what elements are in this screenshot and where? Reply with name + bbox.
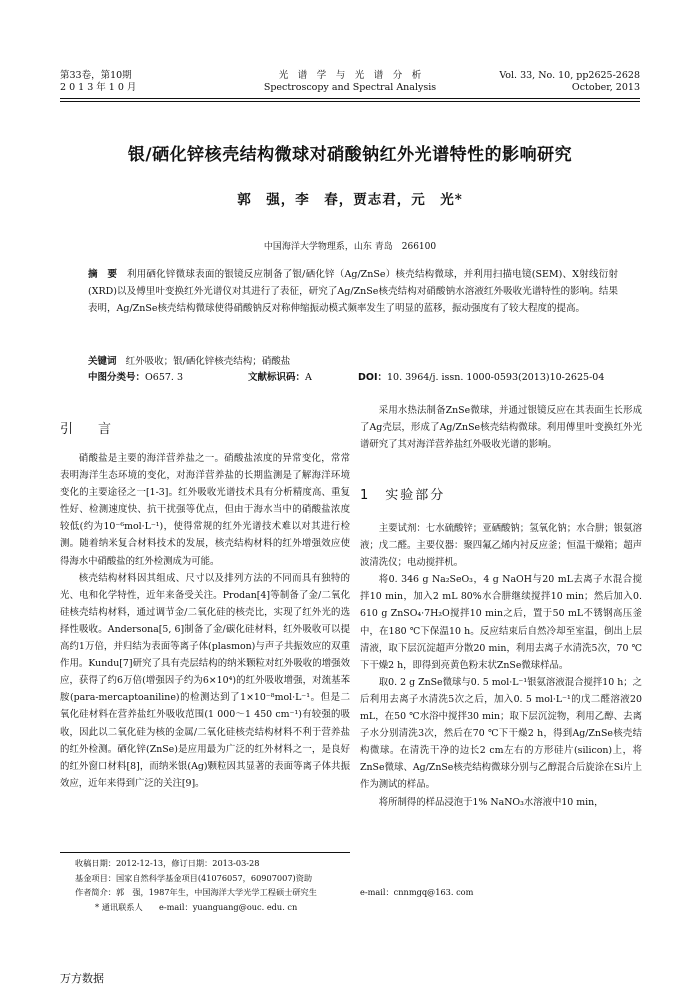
doc-code-value: A (305, 372, 312, 383)
header-rule-thin (60, 101, 640, 102)
footnote-fund: 基金项目：国家自然科学基金项目(41076057，60907007)资助 (75, 872, 313, 883)
abstract-label: 摘 要 (88, 269, 118, 280)
abstract (88, 266, 618, 317)
affiliation: 中国海洋大学物理系，山东 青岛 266100 (263, 242, 437, 252)
header-rule (60, 98, 640, 99)
footnote-bio: 作者简介：郭 强，1987年生，中国海洋大学光学工程硕士研究生 (75, 887, 317, 897)
journal-issue: 第33卷，第10期 2 0 1 3 年 1 0 月 (60, 70, 137, 93)
left-column (60, 450, 350, 792)
journal-volume: Vol. 33, No. 10, pp2625-2628 October, 2013 (499, 70, 640, 93)
footnote-rule (60, 852, 350, 853)
footnote-email: e-mail：cnnmgq@163. com (360, 887, 474, 897)
intro-continued-paragraph: 采用水热法制备ZnSe微球，并通过银镜反应在其表面生长形成了Ag壳层，形成了Ag/ZnSe核壳结构微球。利用傅里叶变换红外光谱研究了其对海洋营养盐红外吸收光谱的影响。 (360, 405, 642, 451)
abstract-text: 利用硒化锌微球表面的银镜反应制备了银/硒化锌（Ag/ZnSe）核壳结构微球，并利用扫描电镜(SEM)、X射线衍射(XRD)以及傅里叶变换红外光谱仪对其进行了表征，研究了Ag/ZnSe核壳结构对硝酸钠水溶液红外吸收光谱特性的影响。结果表明，Ag/ZnSe核壳结构微球使得硝酸钠反对称伸缩振动模式频率发生了明显的蓝移，振动强度有了较大程度的提高。 (88, 269, 618, 314)
footnote-corresponding: * 通讯联系人 e-mail：yuanguang@ouc. edu. cn (95, 901, 298, 912)
section-heading-experimental: 1 实验部分 (360, 488, 446, 503)
footnotes (75, 856, 635, 914)
keywords-block (88, 354, 618, 386)
right-column (360, 520, 642, 811)
authors: 郭 强，李 春，贾志君，元 光* (237, 192, 463, 208)
experimental-paragraph: 将0. 346 g Na₂SeO₃，4 g NaOH与20 mL去离子水混合搅拌10 min，加入2 mL 80%水合肼继续搅拌10 min；然后加入0. 610 g ZnSO₄·7H₂O搅拌10 min之后，置于50 mL不锈钢高压釜中，在180 ℃下保温10 h。反应结束后自然冷却至室温，倒出上层清液，取下层沉淀超声分散20 min，利用去离子水清洗5次，70 ℃下干燥2 h，即得到亮黄色粉末状ZnSe微球样品。 (360, 574, 642, 671)
doi-label: DOI： (358, 372, 387, 383)
section-heading-intro: 引 言 (60, 422, 118, 437)
keywords-label: 关键词 (88, 356, 117, 367)
right-column-intro (360, 402, 642, 453)
footnote-received: 收稿日期：2012-12-13，修订日期：2013-03-28 (75, 858, 260, 868)
keywords-text: 红外吸收；银/硒化锌核壳结构；硝酸盐 (125, 356, 291, 367)
intro-paragraph: 核壳结构材料因其组成、尺寸以及排列方法的不同而具有独特的光、电和化学特性，近年来备受关注。Prodan[4]等制备了金/二氧化硅核壳结构材料，通过调节金/二氧化硅的核壳比，实现了红外光的选择性吸收。Andersona[5, 6]制备了金/碳化硅材料，红外吸收可以提高约1万倍，并归结为表面等离子体(plasmon)与声子共振效应的双重作用。Kundu[7]研究了具有壳层结构的纳米颗粒对红外吸收的增强效应，获得了约6万倍(增强因子约为6×10⁴)的红外吸收增强，对巯基苯胺(para-mercaptoaniline)的检测达到了1×10⁻⁸mol·L⁻¹。但是二氧化硅材料在营养盐红外吸收范围(1 000～1 450 cm⁻¹)有较强的吸收，因此以二氧化硅为核的金属/二氧化硅核壳结构材料不利于营养盐的红外检测。硒化锌(ZnSe)是应用最为广泛的红外材料之一，是良好的红外窗口材料[8]，而纳米银(Ag)颗粒因其显著的表面等离子体共振效应，近年来得到广泛的关注[9]。 (60, 572, 350, 789)
experimental-paragraph: 取0. 2 g ZnSe微球与0. 5 mol·L⁻¹银氨溶液混合搅拌10 h；之后利用去离子水清洗5次之后，加入0. 5 mol·L⁻¹的戊二醛溶液20 mL，在50 ℃水浴中搅拌30 min；取下层沉淀物，利用乙醇、去离子水分别清洗3次，然后在70 ℃下干燥2 h，得到Ag/ZnSe核壳结构微球。在清洗干净的边长2 cm左右的方形硅片(silicon)上，将ZnSe微球、Ag/ZnSe核壳结构微球分别与乙醇混合后旋涂在Si片上作为测试的样品。 (360, 676, 642, 791)
journal-name: 光 谱 学 与 光 谱 分 析 Spectroscopy and Spectral Analysis (263, 70, 437, 93)
clc-label: 中图分类号： (88, 372, 146, 383)
watermark: 万方数据 (60, 972, 104, 985)
experimental-paragraph: 将所制得的样品浸泡于1% NaNO₃水溶液中10 min， (378, 796, 604, 808)
clc-value: O657. 3 (145, 372, 184, 383)
doi-value: 10. 3964/j. issn. 1000-0593(2013)10-2625-04 (387, 372, 605, 383)
doc-code-label: 文献标识码： (248, 372, 306, 383)
experimental-paragraph: 主要试剂：七水硫酸锌；亚硒酸钠；氢氧化钠；水合肼；银氨溶液；戊二醛。主要仪器：聚四氟乙烯内衬反应釜；恒温干燥箱；超声波清洗仪；电动搅拌机。 (360, 523, 642, 569)
intro-paragraph: 硝酸盐是主要的海洋营养盐之一。硝酸盐浓度的异常变化，常常表明海洋生态环境的变化，对海洋营养盐的长期监测是了解海洋环境变化的主要途径之一[1-3]。红外吸收光谱技术具有分析精度高、重复性好、检测速度快、抗干扰强等优点，但由于海水当中的硝酸盐浓度较低(约为10⁻⁶mol·L⁻¹)，使得常规的红外光谱技术难以对其进行检测。随着纳米复合材料技术的发展，核壳结构材料的红外增强效应使得海水中硝酸盐的红外检测成为可能。 (60, 453, 350, 567)
paper-title: 银/硒化锌核壳结构微球对硝酸钠红外光谱特性的影响研究 (127, 145, 573, 165)
